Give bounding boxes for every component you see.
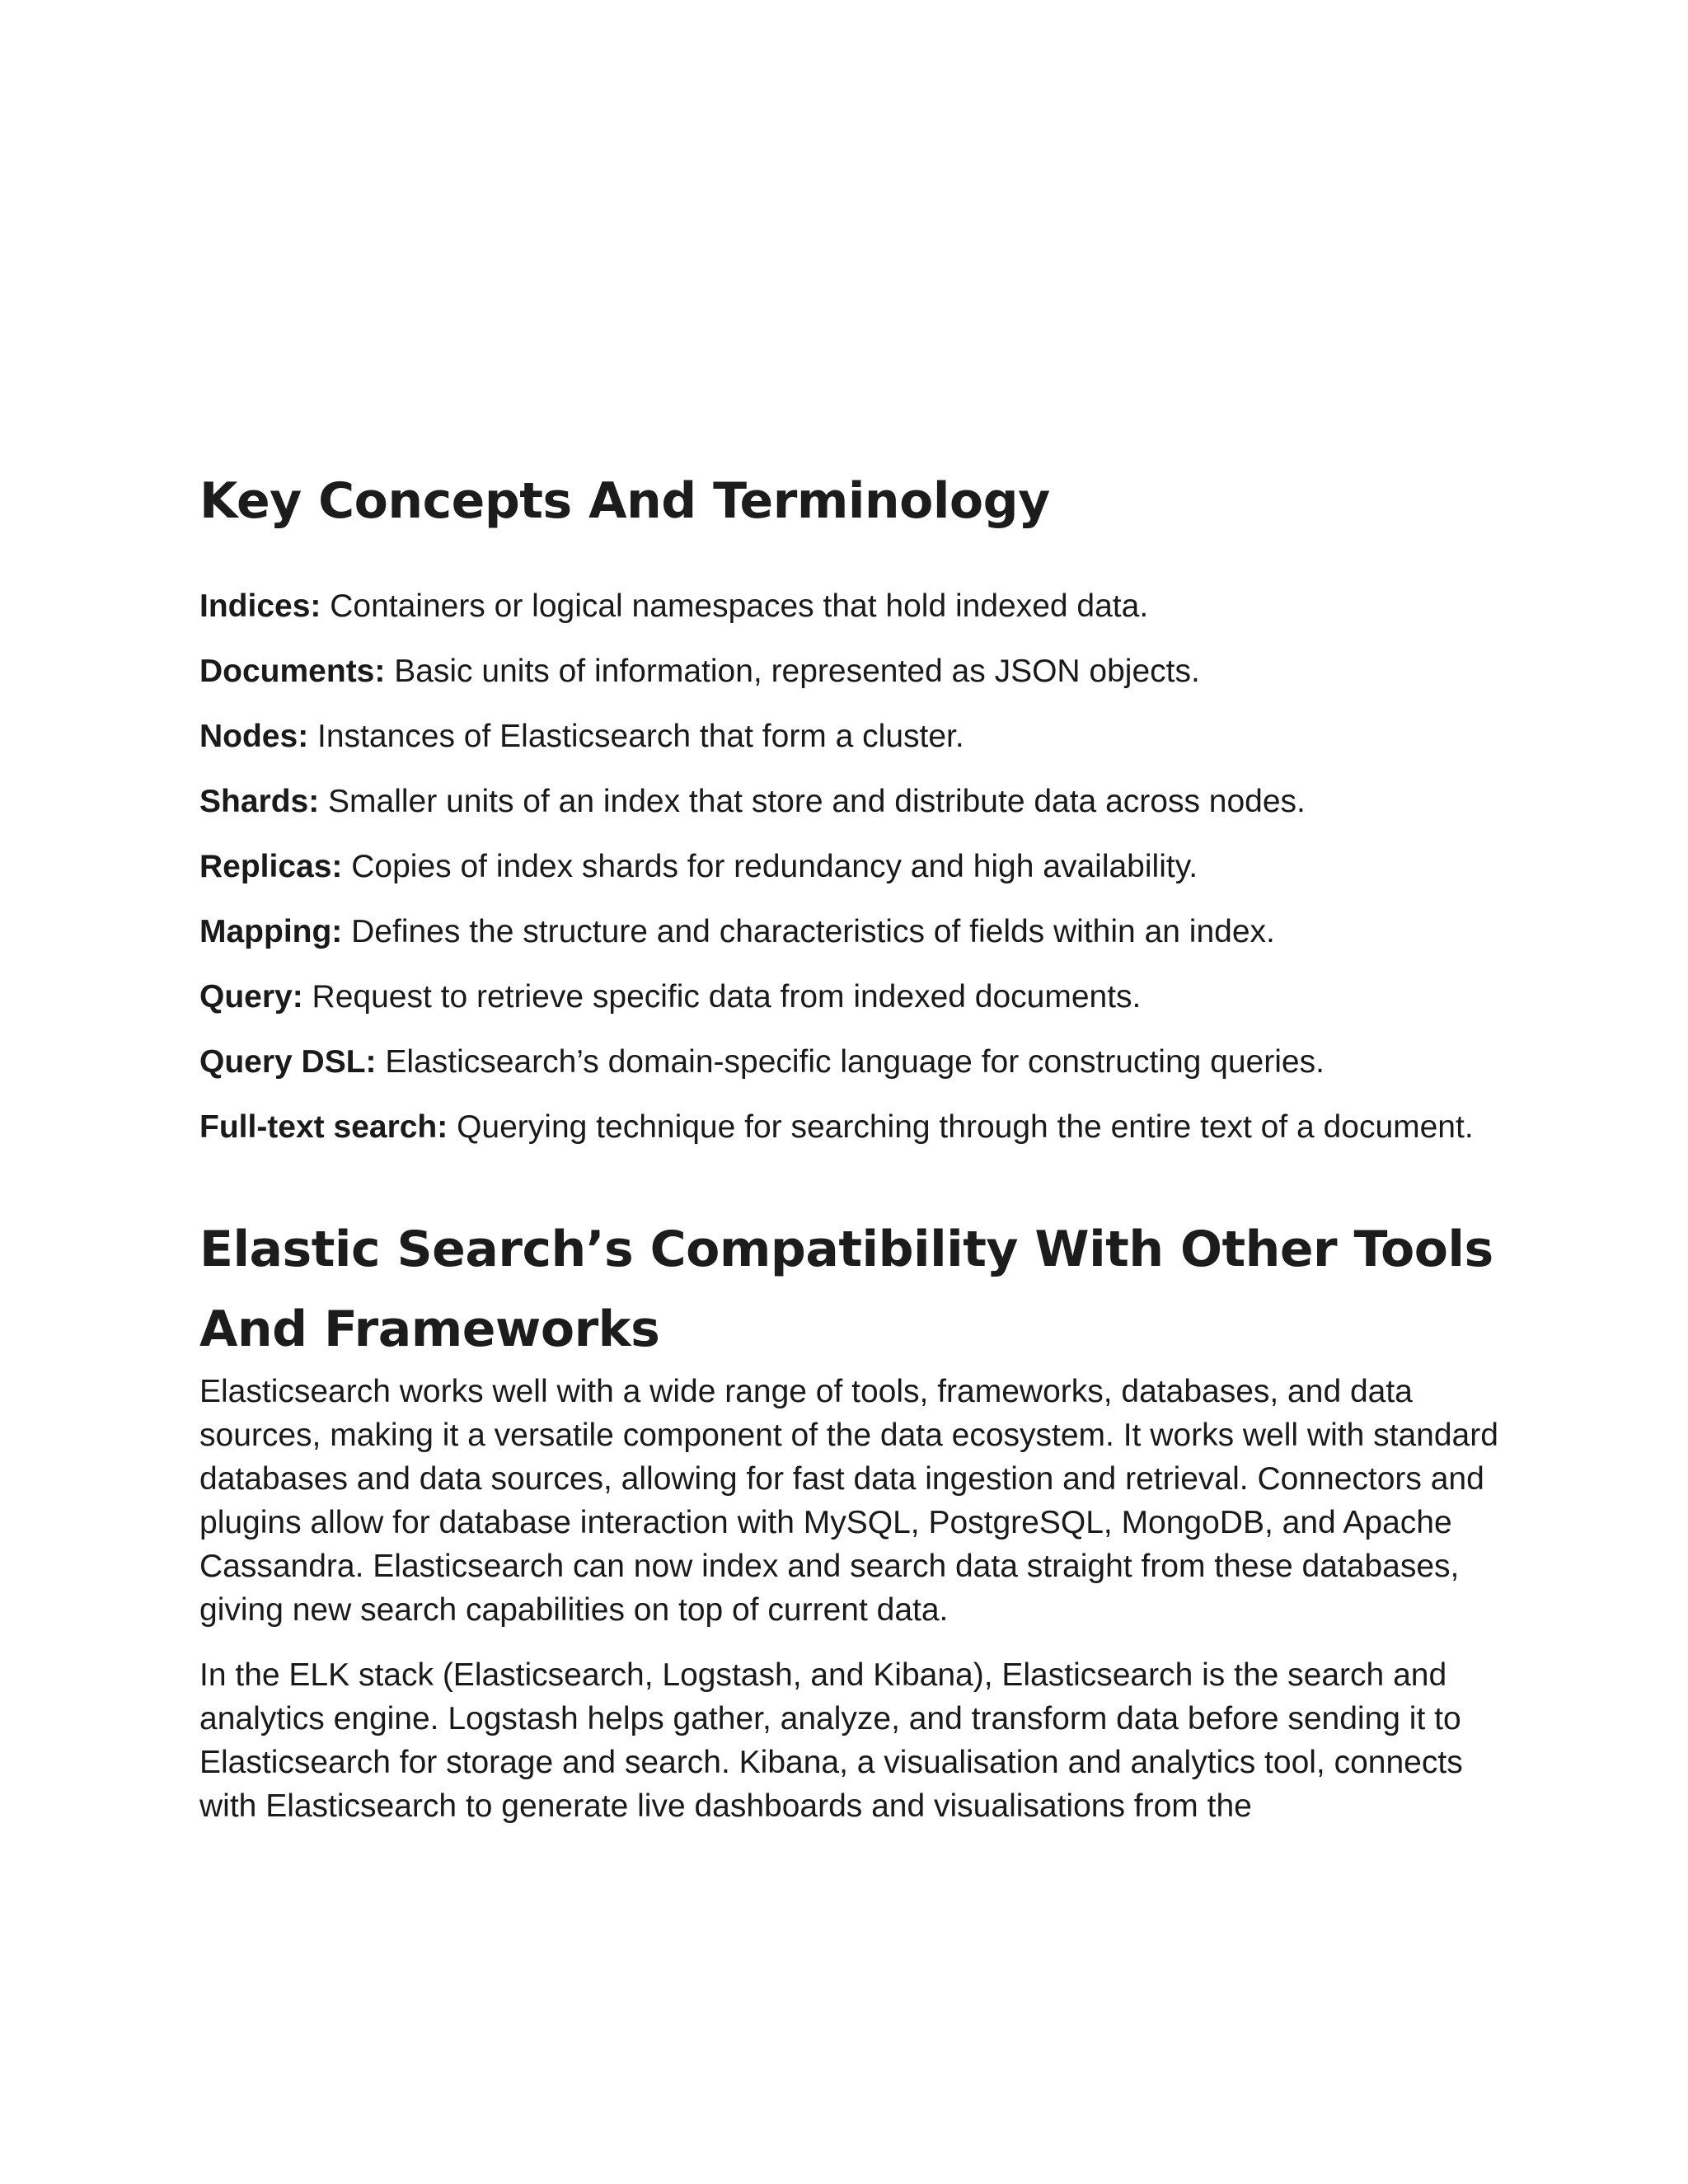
section-heading-compatibility: Elastic Search’s Compatibility With Other Tools And Frameworks xyxy=(199,1221,1493,1358)
term-definition: Instances of Elasticsearch that form a cluster. xyxy=(308,719,964,754)
paragraph: In the ELK stack (Elasticsearch, Logstash, and Kibana), Elasticsearch is the search and analytics engine. Logstash helps gather, analyze, and transform data before sending it to Elasticsearch for storage and search. Kibana, a visualisation and analytics tool, connects with Elasticsearch to generate live dashboards and visualisations from the xyxy=(199,1657,1463,1824)
term-replicas xyxy=(199,845,1502,888)
term-name: Indices: xyxy=(199,588,321,624)
term-definition: Querying technique for searching through the entire text of a document. xyxy=(448,1109,1474,1145)
term-definition: Copies of index shards for redundancy and high availability. xyxy=(342,849,1198,884)
term-definition: Defines the structure and characteristics of fields within an index. xyxy=(342,914,1275,949)
term-name: Query: xyxy=(199,979,303,1015)
term-definition: Smaller units of an index that store and distribute data across nodes. xyxy=(319,784,1306,819)
term-definition: Elasticsearch’s domain-specific language for constructing queries. xyxy=(376,1044,1325,1080)
term-nodes xyxy=(199,715,1502,758)
term-definition: Containers or logical namespaces that hold indexed data. xyxy=(321,588,1149,624)
term-name: Shards: xyxy=(199,784,320,819)
term-definition: Basic units of information, represented as JSON objects. xyxy=(385,654,1200,689)
term-documents xyxy=(199,649,1502,693)
terminology-list xyxy=(199,584,1502,1149)
term-shards xyxy=(199,780,1502,823)
term-definition: Request to retrieve specific data from indexed documents. xyxy=(302,979,1142,1015)
term-full-text-search xyxy=(199,1105,1502,1149)
section-heading-key-concepts: Key Concepts And Terminology xyxy=(199,472,1050,530)
paragraph: Elasticsearch works well with a wide range of tools, frameworks, databases, and data sources, making it a versatile component of the data ecosystem. It works well with standard databases and data sources, allowing for fast data ingestion and retrieval. Connectors and plugins allow for database interaction with MySQL, PostgreSQL, MongoDB, and Apache Cassandra. Elasticsearch can now index and search data straight from these databases, giving new search capabilities on top of current data. xyxy=(199,1374,1498,1628)
document-page xyxy=(199,462,1502,1849)
term-query xyxy=(199,975,1502,1019)
term-name: Query DSL: xyxy=(199,1044,377,1080)
term-name: Documents: xyxy=(199,654,386,689)
term-mapping xyxy=(199,910,1502,954)
term-name: Full-text search: xyxy=(199,1109,448,1145)
term-name: Nodes: xyxy=(199,719,309,754)
term-name: Mapping: xyxy=(199,914,343,949)
term-query-dsl xyxy=(199,1040,1502,1084)
term-name: Replicas: xyxy=(199,849,343,884)
term-indices xyxy=(199,584,1502,628)
